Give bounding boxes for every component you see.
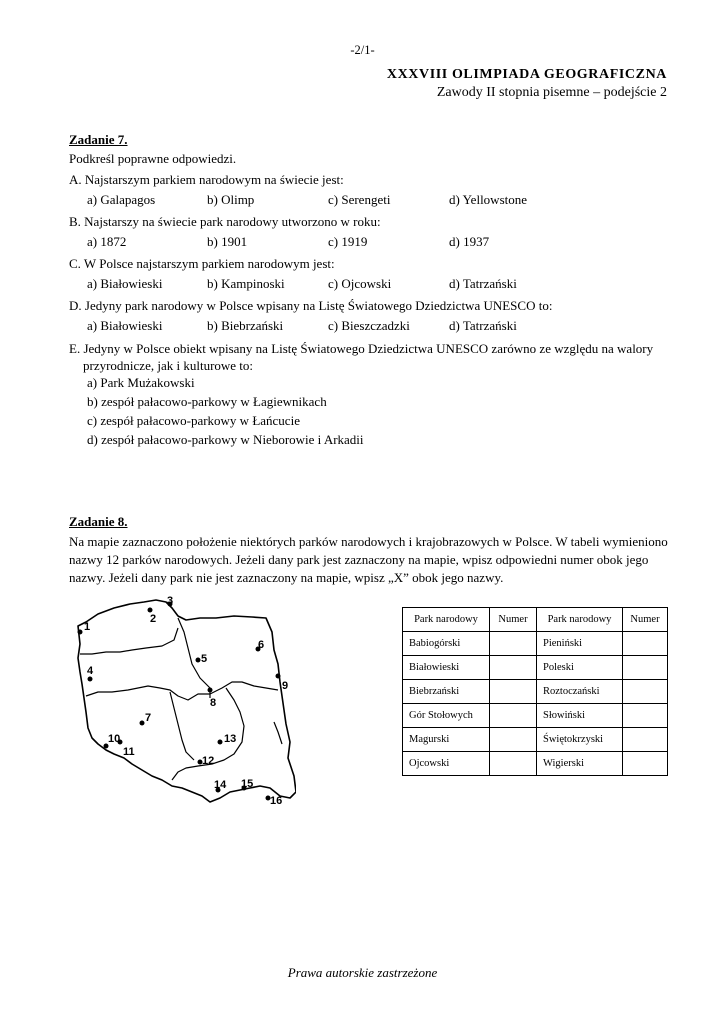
- map-label-1: 1: [84, 621, 91, 633]
- park-markers: [78, 602, 281, 801]
- poland-outline: [78, 600, 296, 802]
- col-header-number-1: Numer: [490, 608, 537, 632]
- table-row: [403, 680, 668, 704]
- number-cell[interactable]: [623, 752, 668, 776]
- map-label-14: 14: [214, 779, 227, 791]
- park-name: Poleski: [537, 656, 623, 680]
- question-b-option-c[interactable]: c) 1919: [328, 234, 368, 249]
- park-name: Ojcowski: [403, 752, 490, 776]
- question-d-option-b[interactable]: b) Biebrzański: [207, 318, 284, 333]
- parks-table: [402, 607, 668, 776]
- map-label-9: 9: [282, 680, 289, 692]
- question-d-option-c[interactable]: c) Bieszczadzki: [328, 318, 410, 333]
- task7-heading: Zadanie 7.: [69, 132, 128, 147]
- marker-13: [218, 740, 223, 745]
- question-b-option-a[interactable]: a) 1872: [87, 234, 127, 249]
- exam-subtitle: Zawody II stopnia pisemne – podejście 2: [436, 85, 667, 100]
- region-boundary-coastal: [80, 628, 178, 654]
- table-row: [403, 632, 668, 656]
- col-header-park-2: Park narodowy: [537, 608, 623, 632]
- number-cell[interactable]: [623, 632, 668, 656]
- park-name: Świętokrzyski: [537, 728, 623, 752]
- map-label-5: 5: [201, 653, 208, 665]
- park-name: Roztoczański: [537, 680, 623, 704]
- marker-8: [208, 688, 213, 693]
- number-cell[interactable]: [623, 704, 668, 728]
- map-label-3: 3: [167, 595, 174, 607]
- park-name: Biebrzański: [403, 680, 490, 704]
- task8-text: Na mapie zaznaczono położenie niektórych parków narodowych i krajobrazowych w Polsce. W tabeli wymieniono nazwy 12 parków narodowych. Jeżeli dany park jest zaznaczony na mapie, wpisz odpowiedni numer obok jego nazwy. Jeżeli dany park nie jest zaznaczony na mapie, wpisz „X” obok jego nazwy.: [69, 534, 668, 585]
- question-c-option-d[interactable]: d) Tatrzański: [449, 276, 517, 291]
- task8-heading: Zadanie 8.: [69, 514, 128, 529]
- map-label-12: 12: [202, 755, 215, 767]
- question-d-option-a[interactable]: a) Białowieski: [87, 318, 163, 333]
- question-b-option-d[interactable]: d) 1937: [449, 234, 490, 249]
- map-label-8: 8: [210, 697, 217, 709]
- question-a-option-d[interactable]: d) Yellowstone: [449, 192, 528, 207]
- table-row: [403, 728, 668, 752]
- region-boundary-west: [170, 692, 194, 760]
- number-cell[interactable]: [623, 728, 668, 752]
- park-name: Gór Stołowych: [403, 704, 490, 728]
- park-name: Pieniński: [537, 632, 623, 656]
- number-cell[interactable]: [623, 656, 668, 680]
- map-label-2: 2: [150, 613, 157, 625]
- map-label-7: 7: [145, 712, 152, 724]
- park-name: Białowieski: [403, 656, 490, 680]
- question-c-option-c[interactable]: c) Ojcowski: [328, 276, 392, 291]
- task7-instruction: Podkreśl poprawne odpowiedzi.: [69, 151, 237, 166]
- poland-parks-map: [74, 592, 296, 810]
- number-cell[interactable]: [490, 632, 537, 656]
- question-a-option-c[interactable]: c) Serengeti: [328, 192, 391, 207]
- marker-9: [276, 674, 281, 679]
- marker-7: [140, 721, 145, 726]
- question-b: B. Najstarszy na świecie park narodowy utworzono w roku:: [69, 214, 381, 229]
- region-boundary-east: [274, 722, 282, 744]
- park-name: Magurski: [403, 728, 490, 752]
- number-cell[interactable]: [490, 656, 537, 680]
- map-label-4: 4: [87, 665, 94, 677]
- marker-4: [88, 677, 93, 682]
- map-label-10: 10: [108, 733, 121, 745]
- marker-1: [78, 630, 83, 635]
- question-d: D. Jedyny park narodowy w Polsce wpisany na Listę Światowego Dziedzictwa UNESCO to:: [69, 298, 553, 313]
- number-cell[interactable]: [490, 680, 537, 704]
- number-cell[interactable]: [490, 728, 537, 752]
- marker-5: [196, 658, 201, 663]
- col-header-number-2: Numer: [623, 608, 668, 632]
- marker-2: [148, 608, 153, 613]
- question-e-option-a[interactable]: a) Park Mużakowski: [87, 375, 195, 390]
- exam-title: XXXVIII OLIMPIADA GEOGRAFICZNA: [386, 67, 667, 82]
- question-b-option-b[interactable]: b) 1901: [207, 234, 248, 249]
- number-cell[interactable]: [623, 680, 668, 704]
- col-header-park-1: Park narodowy: [403, 608, 490, 632]
- table-header-row: [403, 608, 668, 632]
- park-name: Wigierski: [537, 752, 623, 776]
- question-d-option-d[interactable]: d) Tatrzański: [449, 318, 517, 333]
- map-labels: [84, 595, 288, 807]
- number-cell[interactable]: [490, 752, 537, 776]
- map-label-16: 16: [270, 795, 283, 807]
- table-row: [403, 704, 668, 728]
- map-label-11: 11: [123, 746, 135, 758]
- table-row: [403, 656, 668, 680]
- region-boundary-central: [86, 682, 278, 700]
- park-name: Słowiński: [537, 704, 623, 728]
- number-cell[interactable]: [490, 704, 537, 728]
- page-number: -2/1-: [350, 43, 375, 57]
- map-label-15: 15: [241, 778, 254, 790]
- question-c: C. W Polsce najstarszym parkiem narodowym jest:: [69, 256, 335, 271]
- question-e-text: E. Jedyny w Polsce obiekt wpisany na Listę Światowego Dziedzictwa UNESCO zarówno ze względu na walory przyrodnicze, jak i kulturowe to:: [69, 341, 654, 373]
- question-c-option-a[interactable]: a) Białowieski: [87, 276, 163, 291]
- question-e: [69, 340, 669, 374]
- question-e-option-c[interactable]: c) zespół pałacowo-parkowy w Łańcucie: [87, 413, 300, 428]
- regions: [80, 618, 282, 780]
- map-label-6: 6: [258, 639, 265, 651]
- question-c-option-b[interactable]: b) Kampinoski: [207, 276, 285, 291]
- question-a-option-a[interactable]: a) Galapagos: [87, 192, 156, 207]
- question-e-option-b[interactable]: b) zespół pałacowo-parkowy w Łagiewnikach: [87, 394, 327, 409]
- footer-copyright: Prawa autorskie zastrzeżone: [287, 965, 438, 980]
- table-row: [403, 752, 668, 776]
- question-e-option-d[interactable]: d) zespół pałacowo-parkowy w Nieborowie i Arkadii: [87, 432, 364, 447]
- park-name: Babiogórski: [403, 632, 490, 656]
- map-label-13: 13: [224, 733, 237, 745]
- question-a-option-b[interactable]: b) Olimp: [207, 192, 255, 207]
- question-a: A. Najstarszym parkiem narodowym na świecie jest:: [69, 172, 344, 187]
